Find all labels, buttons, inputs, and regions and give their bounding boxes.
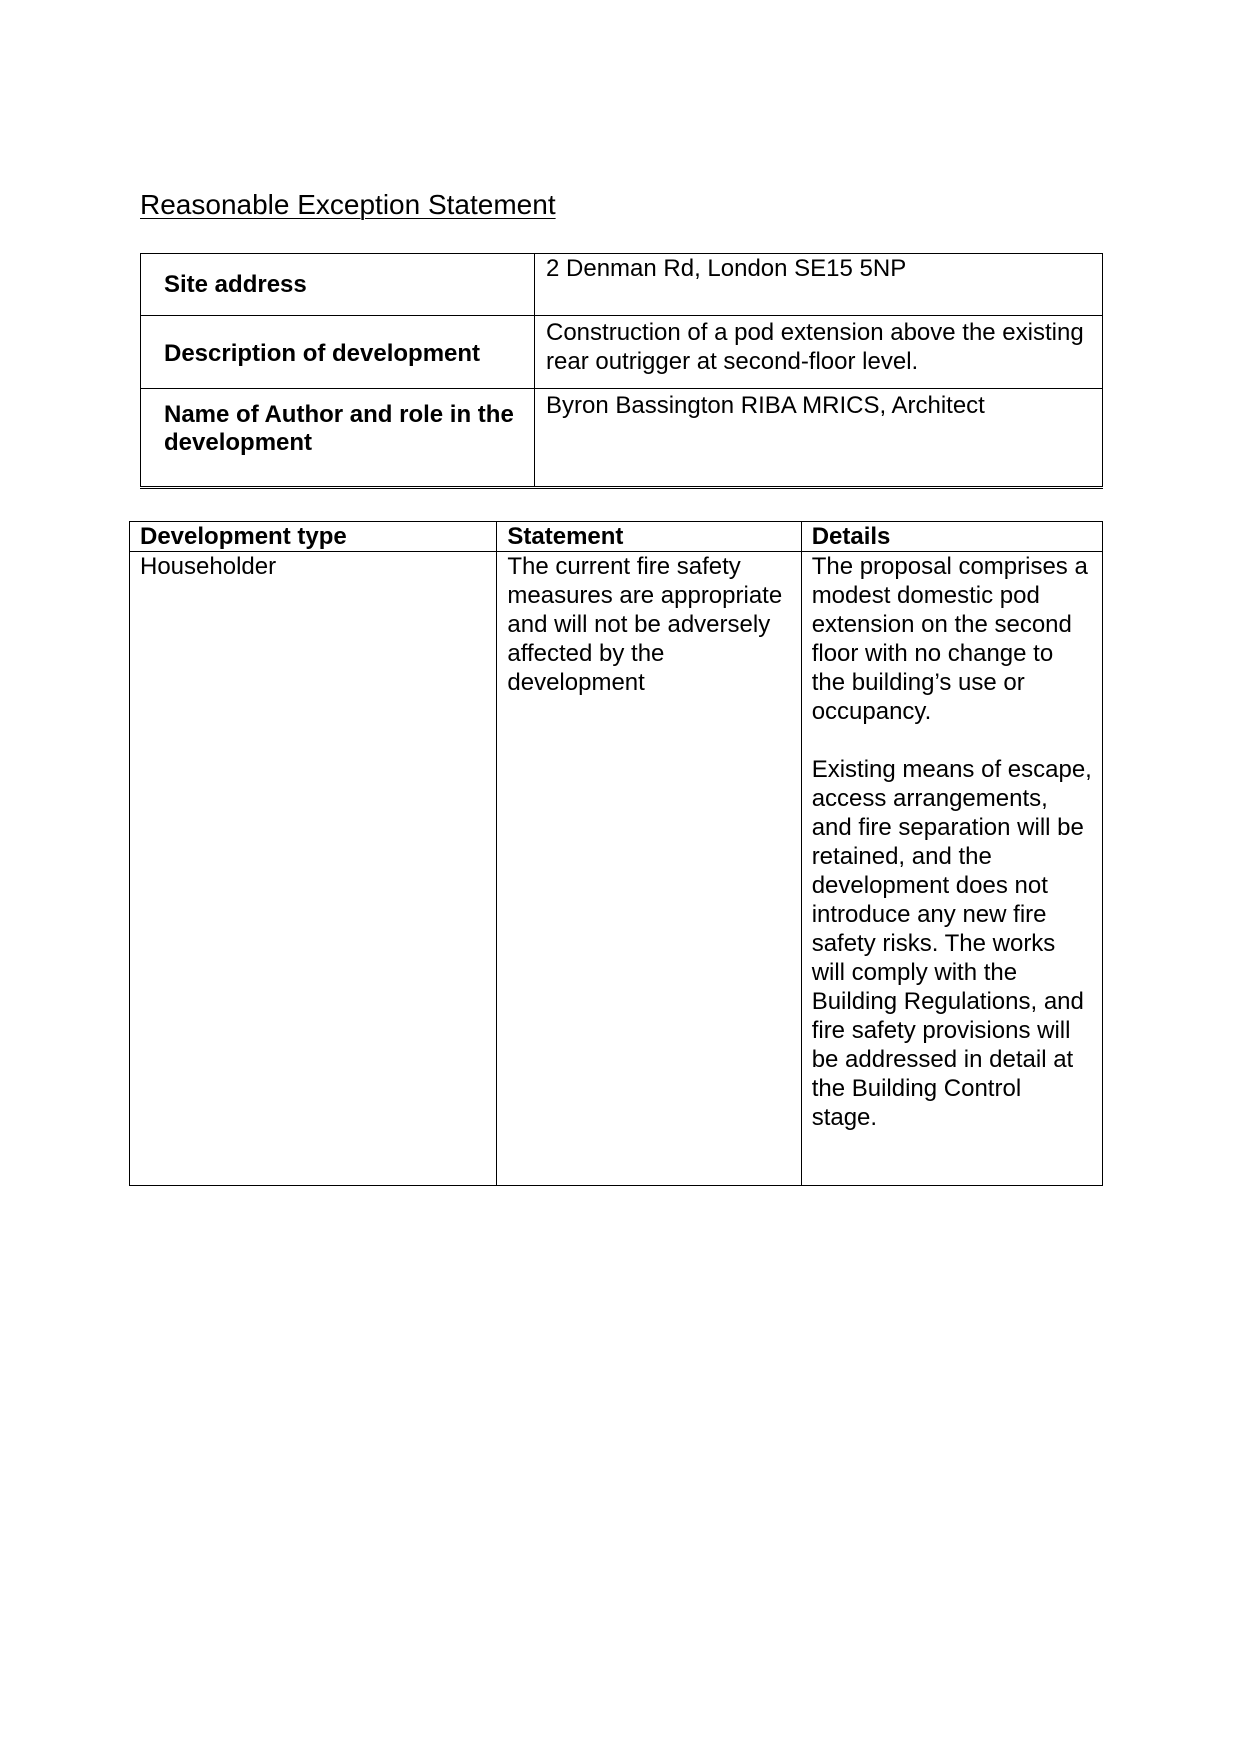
description-label: Description of development — [141, 316, 535, 389]
site-address-value: 2 Denman Rd, London SE15 5NP — [535, 254, 1103, 316]
table-row — [141, 316, 1103, 389]
site-address-label: Site address — [141, 254, 535, 316]
details-cell — [801, 552, 1102, 1186]
statement-cell: The current fire safety measures are appropriate and will not be adversely affected by the development — [497, 552, 801, 1186]
header-statement: Statement — [497, 522, 801, 552]
description-value: Construction of a pod extension above the existing rear outrigger at second-floor level. — [535, 316, 1103, 389]
site-info-table — [140, 253, 1103, 489]
development-type-cell: Householder — [130, 552, 497, 1186]
author-label: Name of Author and role in the development — [141, 389, 535, 488]
table-row — [141, 389, 1103, 488]
paragraph-spacer — [812, 726, 1092, 755]
details-paragraph: The proposal comprises a modest domestic pod extension on the second floor with no change to the building’s use or occupancy. — [811, 553, 1088, 725]
header-development-type: Development type — [130, 522, 497, 552]
author-value: Byron Bassington RIBA MRICS, Architect — [535, 389, 1103, 488]
table-header-row — [130, 522, 1103, 552]
details-paragraph: Existing means of escape, access arrangements, and fire separation will be retained, and the development does not introduce any new fire safety risks. The works will comply with the Building Regulations, and fire safety provisions will be addressed in detail at the Building Control stage. — [811, 756, 1092, 1131]
table-row — [141, 254, 1103, 316]
page-title: Reasonable Exception Statement — [140, 189, 556, 220]
header-details: Details — [801, 522, 1102, 552]
table-row — [130, 552, 1103, 1186]
exception-table — [129, 521, 1103, 1186]
